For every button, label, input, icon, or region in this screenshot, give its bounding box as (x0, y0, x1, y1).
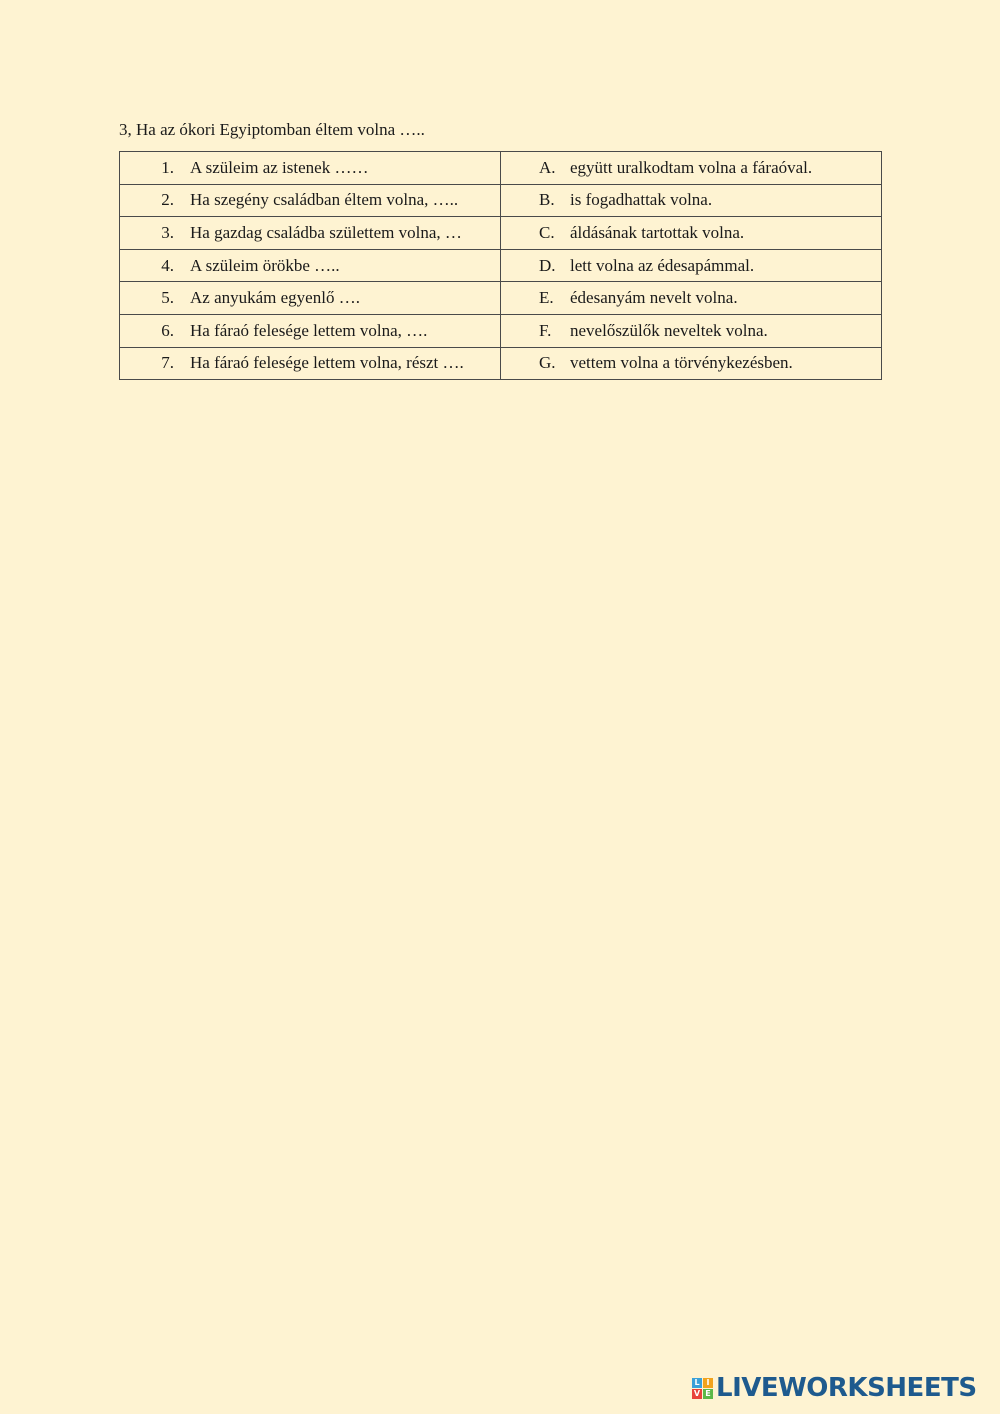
item-text: A szüleim az istenek …… (190, 157, 369, 177)
right-cell (501, 314, 882, 347)
right-cell (501, 152, 882, 185)
item-number: 2. (161, 190, 174, 210)
logo-square-v: V (693, 1388, 701, 1398)
item-text: Ha fáraó felesége lettem volna, …. (190, 320, 428, 340)
option-text: lett volna az édesapámmal. (570, 255, 755, 275)
left-cell (120, 152, 501, 185)
option-text: édesanyám nevelt volna. (570, 288, 738, 308)
table-row (120, 152, 882, 185)
table-row (120, 347, 882, 380)
option-letter: C. (539, 222, 555, 242)
option-text: is fogadhattak volna. (570, 190, 713, 210)
option-letter: E. (539, 288, 554, 308)
item-text: Ha fáraó felesége lettem volna, részt …. (190, 353, 464, 373)
option-letter: B. (539, 190, 555, 210)
left-cell (120, 347, 501, 380)
item-number: 7. (161, 353, 174, 373)
item-number: 5. (161, 288, 174, 308)
item-text: Ha gazdag családba születtem volna, … (190, 222, 462, 242)
item-number: 4. (161, 255, 174, 275)
right-cell (501, 184, 882, 217)
left-cell (120, 184, 501, 217)
item-text: Az anyukám egyenlő …. (190, 288, 360, 308)
item-text: A szüleim örökbe ….. (190, 255, 340, 275)
table-row (120, 184, 882, 217)
item-number: 6. (161, 320, 174, 340)
right-cell (501, 217, 882, 250)
option-letter: D. (539, 255, 556, 275)
logo-square-e: E (703, 1389, 713, 1399)
left-cell (120, 217, 501, 250)
option-text: együtt uralkodtam volna a fáraóval. (570, 157, 813, 177)
right-cell (501, 282, 882, 315)
logo-square-i: I (703, 1378, 713, 1388)
item-text: Ha szegény családban éltem volna, ….. (190, 190, 459, 210)
liveworksheets-logo (692, 1373, 977, 1403)
item-number: 3. (161, 222, 174, 242)
table-row (120, 282, 882, 315)
option-text: vettem volna a törvénykezésben. (570, 353, 793, 373)
table-row (120, 314, 882, 347)
logo-text: LIVEWORKSHEETS (716, 1373, 977, 1403)
logo-icon (692, 1378, 713, 1399)
right-cell (501, 347, 882, 380)
option-letter: G. (539, 353, 556, 373)
right-cell (501, 249, 882, 282)
option-letter: A. (539, 157, 556, 177)
left-cell (120, 282, 501, 315)
left-cell (120, 249, 501, 282)
item-number: 1. (161, 157, 174, 177)
matching-table (119, 151, 882, 380)
table-row (120, 249, 882, 282)
option-letter: F. (539, 320, 552, 340)
exercise-heading: 3, Ha az ókori Egyiptomban éltem volna ….. (119, 120, 425, 139)
option-text: nevelőszülők neveltek volna. (570, 320, 768, 340)
left-cell (120, 314, 501, 347)
option-text: áldásának tartottak volna. (570, 222, 745, 242)
logo-square-l: L (692, 1378, 702, 1388)
table-row (120, 217, 882, 250)
